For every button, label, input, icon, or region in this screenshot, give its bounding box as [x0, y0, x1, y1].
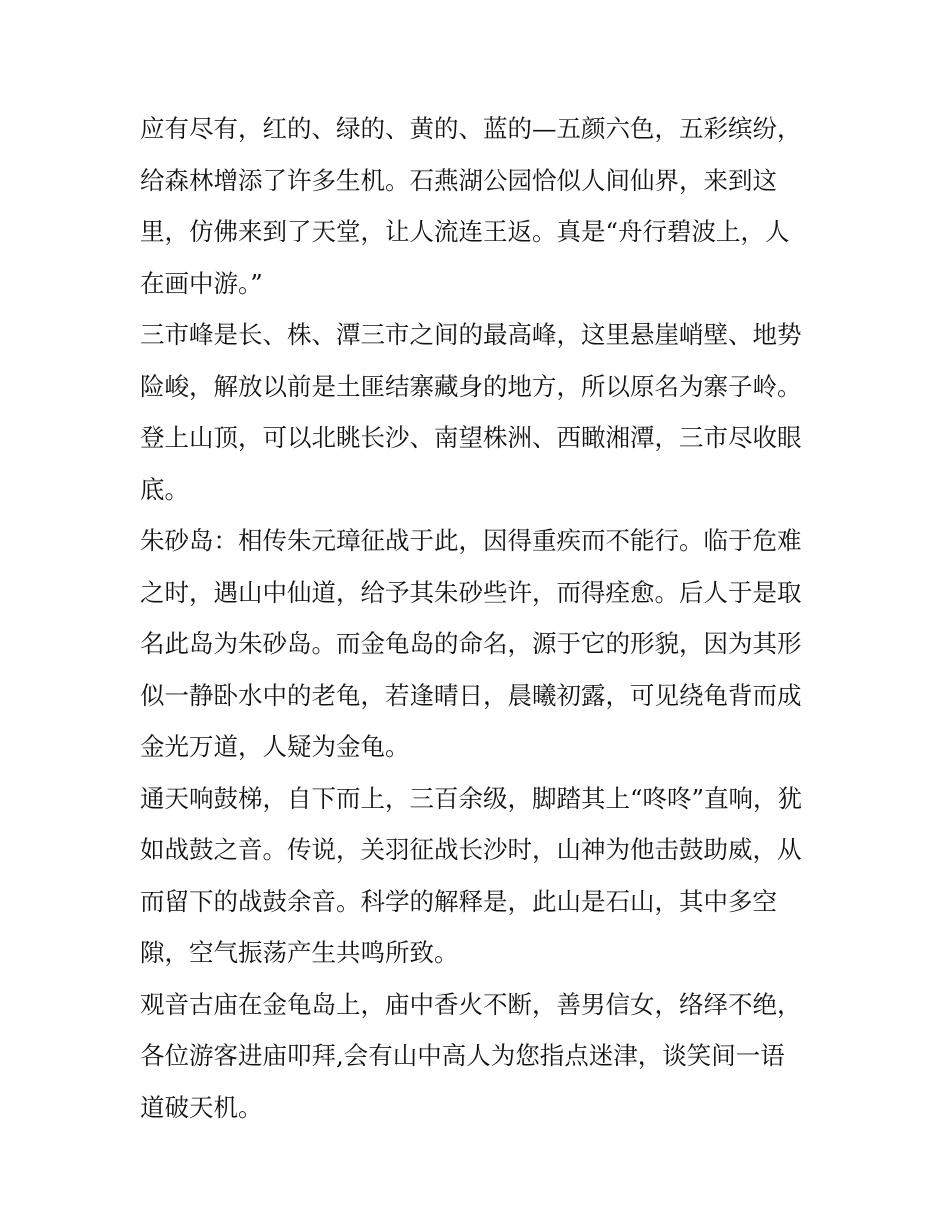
text-line: 登上山顶，可以北眺长沙、南望株洲、西瞰湘潭，三市尽收眼 — [140, 423, 802, 452]
text-line: 似一静卧水中的老龟，若逢晴日，晨曦初露，可见绕龟背而成 — [140, 680, 802, 710]
text-line: 应有尽有，红的、绿的、黄的、蓝的—五颜六色，五彩缤纷， — [140, 114, 802, 143]
text-line: 给森林增添了许多生机。石燕湖公园恰似人间仙界，来到这 — [140, 165, 777, 195]
text-line: 观音古庙在金龟岛上，庙中香火不断，善男信女，络绎不绝， — [140, 989, 802, 1019]
text-line: 如战鼓之音。传说，关羽征战长沙时，山神为他击鼓助威，从 — [140, 835, 802, 864]
text-line: 朱砂岛：相传朱元璋征战于此，因得重疾而不能行。临于危难 — [140, 526, 802, 555]
text-line: 金光万道，人疑为金龟。 — [140, 732, 410, 761]
text-line: 险峻，解放以前是土匪结寨藏身的地方，所以原名为寨子岭。 — [140, 371, 802, 401]
text-line: 道破天机。 — [140, 1092, 263, 1122]
text-line: 底。 — [140, 474, 189, 504]
text-line: 三市峰是长、株、潭三市之间的最高峰，这里悬崖峭壁、地势 — [140, 320, 802, 349]
body-text — [140, 103, 820, 1133]
text-line: 里，仿佛来到了天堂，让人流连王返。真是“舟行碧波上，人 — [140, 217, 790, 246]
text-line: 在画中游。” — [140, 268, 263, 298]
text-line: 而留下的战鼓余音。科学的解释是，此山是石山，其中多空 — [140, 886, 777, 916]
text-line: 之时，遇山中仙道，给予其朱砂些许，而得痊愈。后人于是取 — [140, 577, 802, 607]
text-line: 通天响鼓梯，自下而上，三百余级，脚踏其上“咚咚”直响，犹 — [140, 783, 803, 813]
text-line: 隙，空气振荡产生共鸣所致。 — [140, 938, 459, 967]
text-line: 名此岛为朱砂岛。而金龟岛的命名，源于它的形貌，因为其形 — [140, 629, 802, 658]
text-line: 各位游客进庙叩拜,会有山中高人为您指点迷津，谈笑间一语 — [140, 1041, 785, 1070]
